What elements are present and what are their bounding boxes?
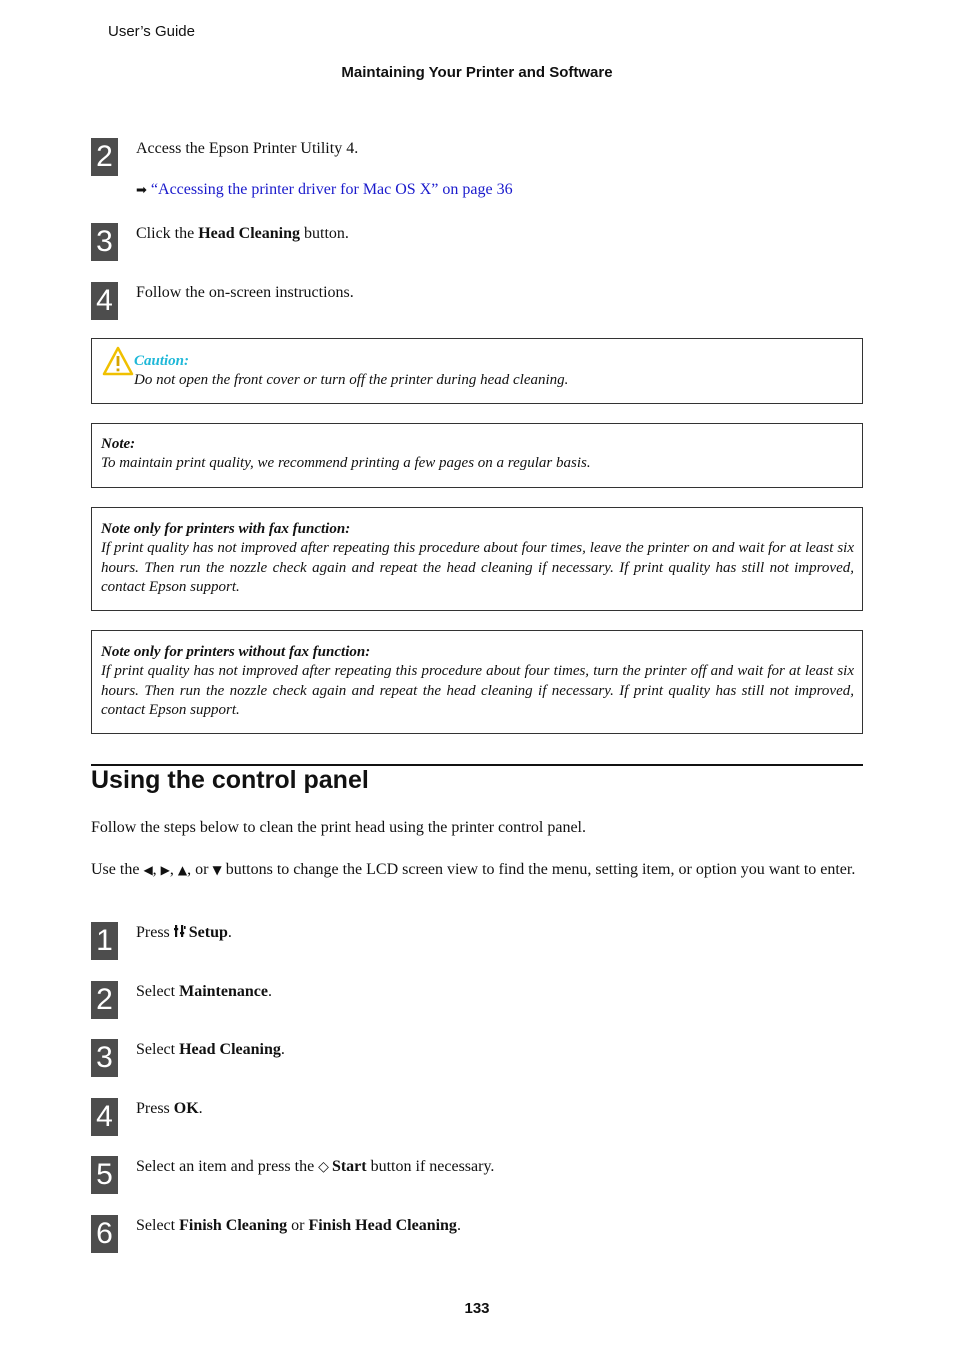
note-title: Note:: [101, 436, 136, 452]
step-number: 5: [91, 1156, 118, 1194]
step-text: Click the Head Cleaning button.: [136, 225, 349, 242]
step-number: 2: [91, 138, 118, 176]
section-title: Using the control panel: [91, 766, 369, 794]
caution-title: Caution:: [134, 353, 190, 369]
step-text: Select Head Cleaning.: [136, 1041, 285, 1058]
down-arrow-icon: ▼: [212, 863, 222, 877]
step-number: 1: [91, 922, 118, 960]
step-number: 2: [91, 981, 118, 1019]
step-text: Select Finish Cleaning or Finish Head Cleaning.: [136, 1217, 461, 1234]
warning-triangle-icon: [102, 346, 134, 376]
right-arrow-icon: ▶: [160, 863, 170, 877]
section-navigation-text: Use the ◀, ▶, ▲, or ▼ buttons to change the LCD screen view to find the menu, setting item, or option you want to enter.: [91, 861, 856, 878]
step-number: 4: [91, 1098, 118, 1136]
note-box: [91, 423, 863, 488]
bold-term: Finish Head Cleaning: [308, 1217, 457, 1234]
bold-term: OK: [173, 1100, 199, 1117]
link-text[interactable]: “Accessing the printer driver for Mac OS X” on page 36: [150, 181, 513, 198]
running-header-chapter-title: Maintaining Your Printer and Software: [341, 64, 613, 81]
running-header-guide-title: User’s Guide: [108, 23, 195, 40]
note-body: To maintain print quality, we recommend printing a few pages on a regular basis.: [101, 455, 591, 472]
bold-term: Finish Cleaning: [179, 1217, 288, 1234]
left-arrow-icon: ◀: [143, 863, 153, 877]
note-no-fax-box: [91, 630, 863, 734]
page-number: 133: [464, 1300, 490, 1317]
note-title: Note only for printers without fax function:: [101, 644, 371, 660]
cross-reference-link[interactable]: [136, 181, 513, 199]
bold-term: Maintenance: [179, 983, 268, 1000]
start-icon: ◇: [318, 1159, 329, 1175]
step-number: 6: [91, 1215, 118, 1253]
note-body: If print quality has not improved after repeating this procedure about four times, turn the printer off and wait for at least six hours. Then run the nozzle check again and repeat the head cleaning if necessary. If print quality has still not improved, contact Epson support.: [101, 663, 854, 718]
caution-body: Do not open the front cover or turn off the printer during head cleaning.: [134, 372, 569, 388]
bold-term: Head Cleaning: [198, 225, 301, 242]
note-body: If print quality has not improved after repeating this procedure about four times, leave the printer on and wait for at least six hours. Then run the nozzle check again and repeat the head cleaning if necessary. If print quality has still not improved, contact Epson support.: [101, 540, 854, 595]
step-number: 4: [91, 282, 118, 320]
bold-term: Start: [331, 1158, 367, 1175]
step-number: 3: [91, 1039, 118, 1077]
step-text: Press Setup.: [136, 924, 232, 941]
setup-icon: [174, 924, 186, 938]
up-arrow-icon: ▲: [177, 863, 188, 877]
step-text: Access the Epson Printer Utility 4.: [136, 140, 359, 157]
bold-term: Setup: [188, 924, 228, 941]
note-fax-box: [91, 507, 863, 611]
note-title: Note only for printers with fax function:: [101, 521, 351, 537]
caution-box: [91, 338, 863, 404]
step-text: Select an item and press the ◇ Start button if necessary.: [136, 1158, 495, 1175]
step-text: Select Maintenance.: [136, 983, 272, 1000]
bold-term: Head Cleaning: [179, 1041, 281, 1058]
step-text: Press OK.: [136, 1100, 203, 1117]
step-number: 3: [91, 223, 118, 261]
section-intro: Follow the steps below to clean the print head using the printer control panel.: [91, 819, 586, 836]
arrow-right-icon: ➡: [136, 183, 147, 198]
step-text: Follow the on-screen instructions.: [136, 284, 354, 301]
